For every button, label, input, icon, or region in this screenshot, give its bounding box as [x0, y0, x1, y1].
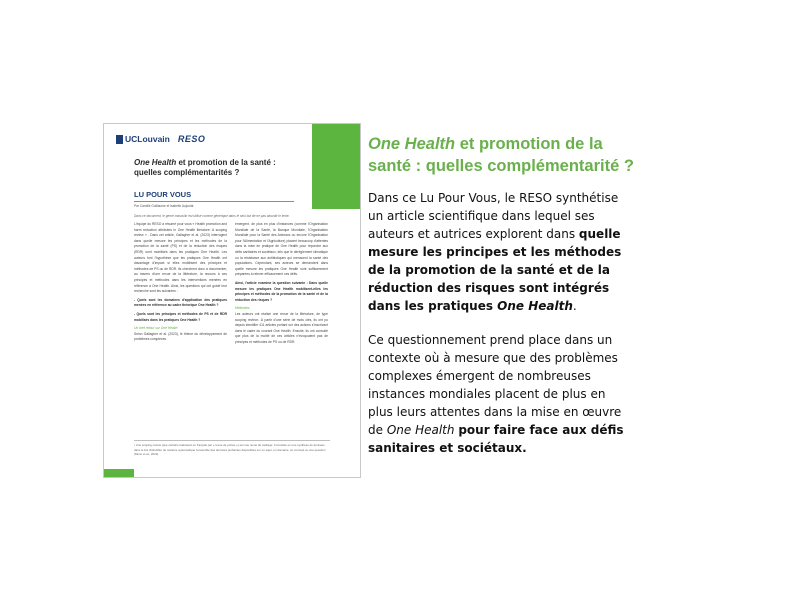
doc-paragraph: émergent, de plus en plus d'instances (comme l'Organisation Mondiale de la Santé, la Banque Mondiale, l'Organisation Mondiale pour la Santé des Animaux ou encore l'Organisation pour l'Alimentation et l'Agriculture) placent beaucoup d'attentes dans la mise en pratique de One Health pour répondre aux défis sanitaires et sociétaux, tels que le dérèglement climatique ou la résistance aux antibiotiques qui menacent la santé des populations. Cependant, ses acteurs se demandent dans quelle mesure les pratiques One Health sont suffisamment préparées à relever efficacement ces défis.: [235, 222, 328, 277]
doc-subheading: Un bref retour sur One Health: [134, 326, 178, 331]
summary-panel: [368, 133, 634, 457]
doc-paragraph: Ainsi, l'article examine la question suivante : Dans quelle mesure les pratiques One Health mobilisent-elles les principes et méthodes de la promotion de la santé et de la réduction des risques ?: [235, 280, 328, 302]
panel-paragraph-1: Dans ce Lu Pour Vous, le RESO synthétise un article scientifique dans lequel ses auteurs et autrices explorent dans quelle mesure les principes et les méthodes de la promotion de la santé et de la réduction des risques sont intégrés dans les pratiques One Health.: [368, 191, 622, 313]
doc-divider: [134, 201, 294, 202]
doc-logos: [116, 134, 205, 144]
doc-question: - Quels sont les principes et méthodes de PS et de RDR mobilisés dans les pratiques One Health ?: [134, 311, 227, 322]
doc-paragraph: Les auteurs ont réalisé une revue de la littérature, de type scoping review¹. À partir d'une série de mots clés, ils ont pu depuis identifier 411 articles portant sur des actions s'inscrivant dans le cadre du courant One Health. Ensuite, ils ont consulté que plus de la moitié de ces articles n'évoquaient pas de principes et méthodes de PS ou de RDR.: [235, 311, 328, 344]
uclouvain-mark-icon: [116, 135, 123, 144]
panel-heading: One Health et promotion de la santé : quelles complémentarité ?: [368, 135, 634, 175]
doc-authors: Par Camille Guillaume et Isabelle Aujoulat: [134, 204, 194, 208]
doc-note: Dans ce document, le genre masculin est utilisé comme générique dans le seul but de ne pas alourdir le texte.: [134, 214, 290, 218]
uclouvain-logo: UCLouvain: [116, 134, 170, 144]
green-bottom-stripe: [104, 469, 134, 477]
doc-title: One Health et promotion de la santé : quelles complémentarités ?: [134, 158, 276, 177]
doc-section-label: LU POUR VOUS: [134, 190, 192, 199]
doc-paragraph: L'équipe du RESO a résumé pour vous « Health promotion and harm reduction attributes in One Health literature: A scoping review » . Dans cet article, Gallagher et al. (2023) interrogent dans quelle mesure les principes et les méthodes de la promotion de la santé (PS) et de la réduction des risques (RDR) sont mobilisés dans les pratiques One Health. Les auteurs font l'hypothèse que les pratiques One Health ont davantage d'impact si elles mobilisent des principes et méthodes de PS ou de RDR. Ils cherchent donc à documenter, au travers d'une revue de la littérature, la recours à ces principes et méthodes dans les interventions menées en référence à One Health. Ainsi, les questions qui ont guidé leur recherche sont les suivantes :: [134, 222, 227, 294]
reso-logo: RESO: [177, 134, 206, 144]
doc-subheading: Méthodes: [235, 306, 250, 311]
doc-column-right: [235, 222, 328, 345]
doc-footnote: ¹ Une scoping review (que certains traduisent en français par « revue de portée ») est une revue de cadrage. Il consiste en une synthèse de données dans le but d'identifier de manière systématique l'ensemble des données probantes disponibles sur un sujet, un domaine, un concept ou une question (Munn et al., 2022).: [134, 436, 330, 457]
document-thumbnail: [103, 123, 361, 478]
doc-question: - Quels sont les domaines d'application des pratiques menées en référence au cadre théorique One Health ?: [134, 297, 227, 308]
doc-paragraph: Selon Gallagher et al. (2023), le thème du développement de problèmes complexes: [134, 331, 227, 342]
panel-paragraph-2: Ce questionnement prend place dans un contexte où à mesure que des problèmes complexes émergent de nombreuses instances mondiales placent de plus en plus leurs attentes dans la mise en œuvre de One Health pour faire face aux défis sanitaires et sociétaux.: [368, 333, 624, 455]
green-corner-block: [312, 124, 360, 209]
footnote-rule: [134, 440, 330, 441]
doc-column-left: [134, 222, 227, 343]
